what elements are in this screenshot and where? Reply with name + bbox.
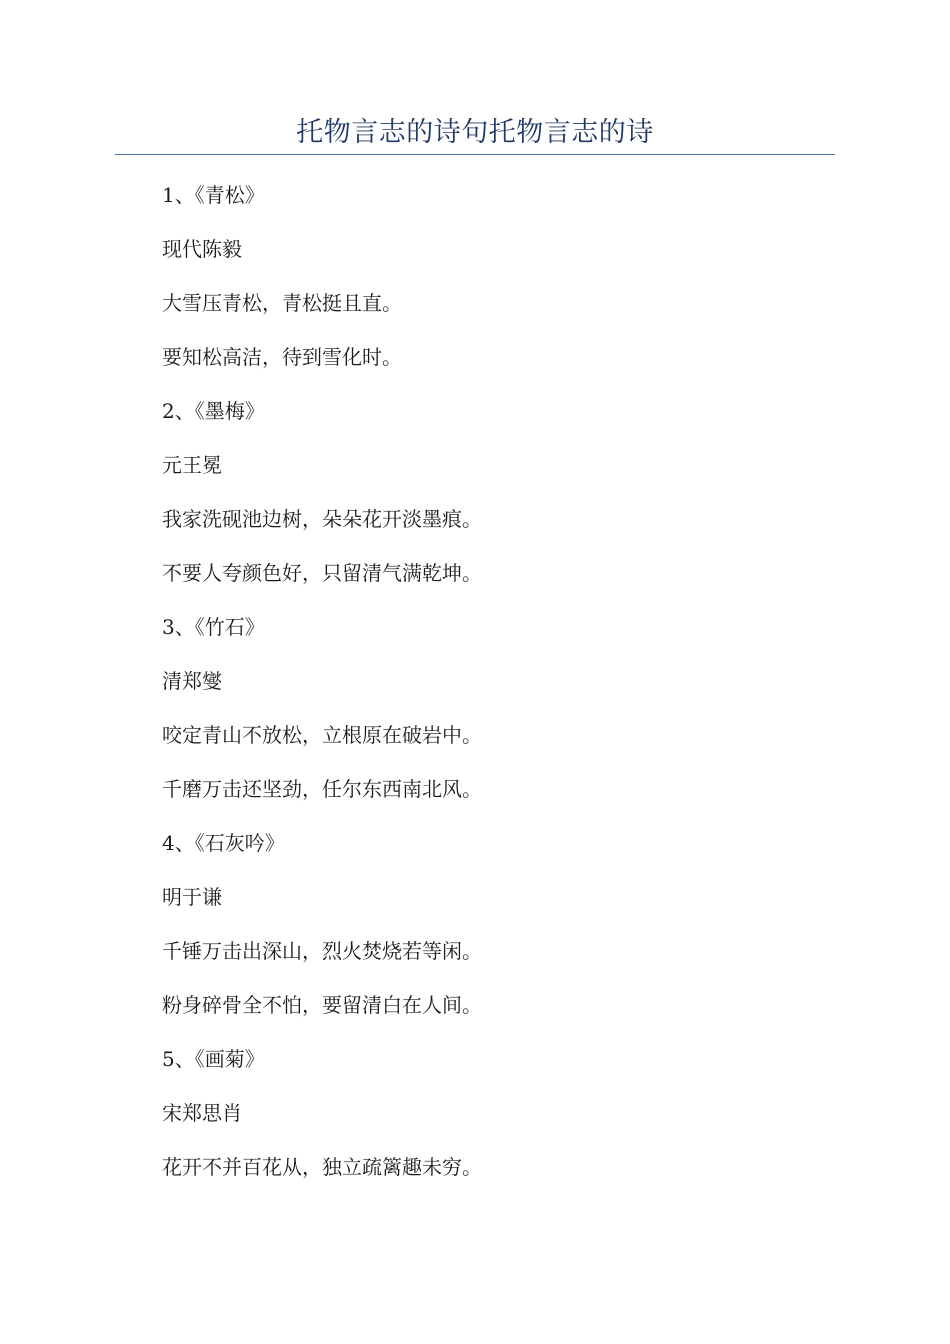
poem-verse: 粉身碎骨全不怕，要留清白在人间。 [162, 993, 482, 1017]
poem-heading: 5、《画菊》 [162, 1047, 265, 1071]
poem-verse: 千磨万击还坚劲，任尔东西南北风。 [162, 777, 482, 801]
title-underline [115, 154, 835, 155]
poem-author: 宋郑思肖 [162, 1101, 242, 1125]
poem-verse: 不要人夸颜色好，只留清气满乾坤。 [162, 561, 482, 585]
poem-heading: 4、《石灰吟》 [162, 831, 285, 855]
poem-verse: 要知松高洁，待到雪化时。 [162, 345, 402, 369]
poem-verse: 花开不并百花从，独立疏篱趣未穷。 [162, 1155, 482, 1179]
poem-heading: 1、《青松》 [162, 183, 265, 207]
poem-heading: 2、《墨梅》 [162, 399, 265, 423]
poem-list [162, 178, 802, 1204]
poem-author: 现代陈毅 [162, 237, 242, 261]
poem-author: 明于谦 [162, 885, 222, 909]
poem-author: 清郑燮 [162, 669, 222, 693]
document-title: 托物言志的诗句托物言志的诗 [296, 117, 654, 148]
poem-verse: 千锤万击出深山，烈火焚烧若等闲。 [162, 939, 482, 963]
poem-verse: 咬定青山不放松，立根原在破岩中。 [162, 723, 482, 747]
poem-heading: 3、《竹石》 [162, 615, 265, 639]
poem-verse: 大雪压青松，青松挺且直。 [162, 291, 402, 315]
poem-author: 元王冕 [162, 453, 222, 477]
poem-verse: 我家洗砚池边树，朵朵花开淡墨痕。 [162, 507, 482, 531]
